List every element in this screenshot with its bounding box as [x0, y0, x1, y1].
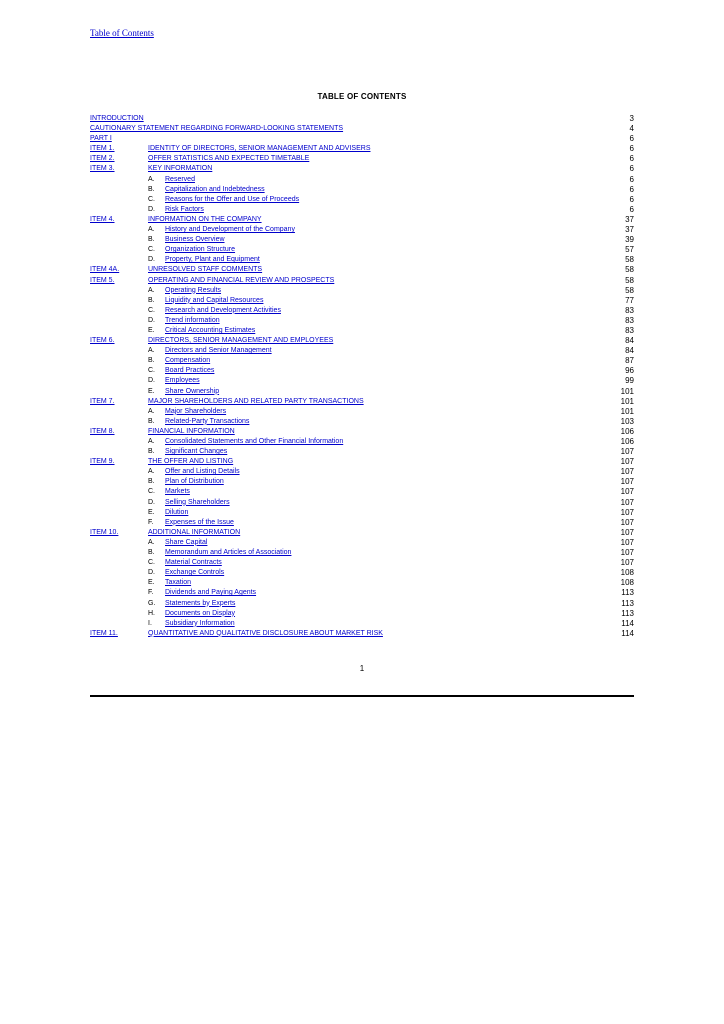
- toc-entry-page: 6: [629, 134, 634, 144]
- toc-entry-page: 96: [625, 366, 634, 376]
- toc-entry-page: 57: [625, 245, 634, 255]
- toc-entry-page: 58: [625, 285, 634, 295]
- toc-entry-page: 106: [620, 437, 634, 446]
- toc-entry: [90, 407, 634, 417]
- toc-entry-code: B.: [148, 357, 155, 365]
- toc-entry-link[interactable]: ADDITIONAL INFORMATION: [148, 528, 241, 536]
- toc-entry-page: 58: [625, 255, 634, 265]
- toc-entry-page: 107: [620, 457, 634, 467]
- toc-entry-code: C.: [148, 488, 155, 496]
- toc-entry-page: 83: [625, 325, 634, 335]
- toc-entry-link[interactable]: Research and Development Activities: [165, 306, 281, 314]
- toc-entry-code: D.: [148, 377, 155, 385]
- toc-entry-link[interactable]: Compensation: [165, 357, 211, 365]
- toc-entry: [90, 114, 634, 124]
- toc-entry-page: 114: [621, 618, 634, 628]
- toc-entry: [90, 306, 634, 316]
- toc-entry-code[interactable]: ITEM 5.: [90, 276, 115, 284]
- toc-entry-page: 107: [620, 558, 634, 568]
- toc-entry-page: 83: [625, 305, 634, 315]
- toc-entry-code: D.: [148, 316, 155, 324]
- toc-entry-link[interactable]: Reserved: [165, 175, 195, 183]
- toc-entry-page: 107: [620, 447, 634, 457]
- toc-entry-code[interactable]: ITEM 7.: [90, 397, 115, 405]
- toc-entry: [90, 316, 634, 326]
- toc-entry-link[interactable]: CAUTIONARY STATEMENT REGARDING FORWARD-LOOKING STATEMENTS: [90, 125, 344, 133]
- toc-entry-code: A.: [148, 347, 155, 355]
- toc-entry-link[interactable]: Dividends and Paying Agents: [165, 589, 257, 597]
- toc-entry-page: 114: [621, 628, 634, 638]
- toc-list: [90, 114, 634, 639]
- toc-entry: [90, 235, 634, 245]
- toc-entry-page: 107: [620, 497, 634, 507]
- toc-entry-page: 107: [620, 548, 634, 558]
- toc-entry-link[interactable]: Property, Plant and Equipment: [165, 256, 260, 264]
- toc-entry-page: 37: [625, 214, 634, 224]
- toc-entry-link[interactable]: Risk Factors: [165, 205, 204, 213]
- toc-entry-code: C.: [148, 367, 155, 375]
- toc-entry-code: I.: [148, 619, 152, 627]
- toc-entry-link[interactable]: OFFER STATISTICS AND EXPECTED TIMETABLE: [148, 155, 310, 163]
- toc-entry: [90, 477, 634, 487]
- toc-entry-link[interactable]: Markets: [165, 488, 190, 496]
- toc-entry: [90, 457, 634, 467]
- toc-entry-code: C.: [148, 246, 155, 254]
- toc-entry-page: 113: [621, 608, 634, 618]
- toc-entry: [90, 629, 634, 639]
- toc-entry-link[interactable]: Employees: [165, 377, 200, 385]
- toc-entry-code: A.: [148, 468, 155, 476]
- toc-entry-link[interactable]: INTRODUCTION: [90, 115, 144, 122]
- toc-entry-link[interactable]: Exchange Controls: [165, 569, 225, 577]
- toc-entry-link[interactable]: UNRESOLVED STAFF COMMENTS: [148, 266, 263, 274]
- toc-entry-page: 107: [620, 467, 634, 477]
- toc-entry-link[interactable]: Documents on Display: [165, 609, 236, 617]
- toc-entry-page: 6: [629, 184, 634, 194]
- toc-entry-page: 113: [621, 598, 634, 608]
- toc-entry: [90, 397, 634, 407]
- toc-entry-page: 6: [629, 204, 634, 214]
- toc-entry: [90, 346, 634, 356]
- toc-entry-code: A.: [148, 538, 155, 546]
- toc-entry: [90, 366, 634, 376]
- toc-entry-link[interactable]: Consolidated Statements and Other Financial Information: [165, 438, 344, 445]
- toc-entry-code[interactable]: ITEM 8.: [90, 427, 115, 435]
- toc-entry-link[interactable]: Subsidiary Information: [165, 619, 235, 627]
- toc-entry: [90, 326, 634, 336]
- toc-entry-page: 84: [625, 336, 634, 346]
- toc-entry: [90, 588, 634, 598]
- toc-entry: [90, 558, 634, 568]
- toc-entry-page: 107: [620, 477, 634, 487]
- toc-entry-link[interactable]: Offer and Listing Details: [165, 468, 240, 476]
- toc-entry-page: 6: [629, 174, 634, 184]
- toc-entry-link[interactable]: Material Contracts: [165, 559, 222, 567]
- toc-entry: [90, 437, 634, 447]
- toc-entry-code[interactable]: ITEM 9.: [90, 458, 115, 466]
- toc-entry: [90, 144, 634, 154]
- toc-entry: [90, 185, 634, 195]
- toc-entry-page: 83: [625, 315, 634, 325]
- toc-entry-code: H.: [148, 609, 155, 617]
- toc-entry-link[interactable]: Plan of Distribution: [165, 478, 224, 486]
- toc-entry: [90, 124, 634, 134]
- toc-entry: [90, 568, 634, 578]
- toc-entry-link[interactable]: IDENTITY OF DIRECTORS, SENIOR MANAGEMENT AND ADVISERS: [148, 145, 371, 153]
- toc-entry: [90, 447, 634, 457]
- toc-entry-code: B.: [148, 448, 155, 456]
- toc-entry: [90, 619, 634, 629]
- toc-entry: [90, 498, 634, 508]
- toc-entry: [90, 175, 634, 185]
- toc-entry-code: A.: [148, 438, 155, 445]
- toc-entry: [90, 296, 634, 306]
- toc-entry-page: 101: [620, 386, 634, 396]
- toc-entry: [90, 134, 634, 144]
- toc-entry-code: A.: [148, 226, 155, 234]
- toc-entry-code: C.: [148, 306, 155, 314]
- toc-entry-link[interactable]: Directors and Senior Management: [165, 347, 272, 355]
- toc-entry-page: 99: [625, 376, 634, 386]
- toc-entry-code: D.: [148, 256, 155, 264]
- toc-entry-page: 3: [629, 114, 634, 123]
- page-title: TABLE OF CONTENTS: [317, 92, 407, 101]
- toc-entry: [90, 548, 634, 558]
- toc-entry-code: A.: [148, 407, 155, 415]
- toc-entry: [90, 255, 634, 265]
- toc-entry-code[interactable]: ITEM 6.: [90, 337, 115, 345]
- toc-entry: [90, 276, 634, 286]
- toc-entry-link[interactable]: Board Practices: [165, 367, 215, 375]
- toc-entry-link[interactable]: INFORMATION ON THE COMPANY: [148, 215, 262, 223]
- toc-entry-link[interactable]: Taxation: [165, 579, 192, 587]
- toc-entry-page: 113: [621, 588, 634, 598]
- toc-entry-page: 4: [629, 124, 634, 134]
- toc-entry-page: 103: [620, 416, 634, 426]
- toc-entry-link[interactable]: MAJOR SHAREHOLDERS AND RELATED PARTY TRANSACTIONS: [148, 397, 364, 405]
- toc-entry-code[interactable]: ITEM 2.: [90, 155, 115, 163]
- page-divider: [90, 695, 634, 697]
- toc-entry-code[interactable]: ITEM 4.: [90, 215, 115, 223]
- toc-entry: [90, 205, 634, 215]
- toc-entry-page: 77: [625, 295, 634, 305]
- toc-entry-code: E.: [148, 326, 155, 334]
- toc-entry-code: E.: [148, 579, 155, 587]
- toc-entry: [90, 467, 634, 477]
- toc-entry-code: C.: [148, 559, 155, 567]
- toc-entry-code: B.: [148, 549, 155, 557]
- toc-entry-code: D.: [148, 205, 155, 213]
- toc-entry: [90, 609, 634, 619]
- toc-entry-page: 108: [620, 568, 634, 578]
- toc-entry-link[interactable]: Share Ownership: [165, 387, 220, 395]
- toc-entry-link[interactable]: Business Overview: [165, 236, 225, 244]
- toc-entry: [90, 427, 634, 437]
- toc-entry-link[interactable]: OPERATING AND FINANCIAL REVIEW AND PROSPECTS: [148, 276, 335, 284]
- toc-entry-code: D.: [148, 569, 155, 577]
- toc-entry-code: G.: [148, 599, 156, 607]
- toc-entry: [90, 245, 634, 255]
- toc-entry: [90, 528, 634, 538]
- toc-entry-page: 58: [625, 265, 634, 275]
- toc-entry-page: 107: [620, 517, 634, 527]
- toc-entry-page: 37: [625, 225, 634, 235]
- toc-entry-page: 107: [620, 527, 634, 537]
- toc-entry: [90, 487, 634, 497]
- toc-entry-code: E.: [148, 387, 155, 395]
- toc-entry-code: B.: [148, 417, 155, 425]
- toc-entry-code: A.: [148, 286, 155, 294]
- toc-entry-link[interactable]: Memorandum and Articles of Association: [165, 549, 292, 557]
- toc-entry-page: 87: [625, 356, 634, 366]
- toc-entry: [90, 599, 634, 609]
- toc-entry-page: 101: [620, 396, 634, 406]
- toc-entry-link[interactable]: THE OFFER AND LISTING: [148, 458, 234, 466]
- toc-entry-page: 106: [620, 426, 634, 436]
- toc-entry: [90, 578, 634, 588]
- toc-entry-page: 107: [620, 507, 634, 517]
- table-of-contents-link[interactable]: Table of Contents: [90, 28, 154, 38]
- toc-entry: [90, 387, 634, 397]
- toc-entry-page: 107: [620, 487, 634, 497]
- toc-entry: [90, 356, 634, 366]
- toc-entry-link[interactable]: Significant Changes: [165, 448, 228, 456]
- toc-entry-link[interactable]: KEY INFORMATION: [148, 165, 213, 173]
- toc-entry: [90, 195, 634, 205]
- toc-entry: [90, 286, 634, 296]
- toc-entry-link[interactable]: Critical Accounting Estimates: [165, 326, 256, 334]
- toc-entry-link[interactable]: Statements by Experts: [165, 599, 236, 607]
- toc-entry: [90, 518, 634, 528]
- toc-entry-link[interactable]: Major Shareholders: [165, 407, 227, 415]
- toc-entry-link[interactable]: History and Development of the Company: [165, 226, 295, 234]
- toc-entry-page: 39: [625, 235, 634, 245]
- toc-entry-code: F.: [148, 518, 154, 526]
- toc-entry-code: F.: [148, 589, 154, 597]
- toc-entry-page: 6: [629, 144, 634, 154]
- toc-entry-code: C.: [148, 195, 155, 203]
- toc-entry-page: 6: [629, 154, 634, 164]
- toc-entry-link[interactable]: Share Capital: [165, 538, 208, 546]
- toc-entry-page: 108: [620, 578, 634, 588]
- toc-entry-code: B.: [148, 296, 155, 304]
- toc-entry: [90, 376, 634, 386]
- toc-entry-page: 101: [620, 406, 634, 416]
- toc-entry-page: 58: [625, 275, 634, 285]
- toc-entry-link[interactable]: Capitalization and Indebtedness: [165, 185, 265, 193]
- toc-entry: [90, 164, 634, 174]
- toc-entry-code: B.: [148, 478, 155, 486]
- toc-entry-link[interactable]: FINANCIAL INFORMATION: [148, 427, 235, 435]
- toc-entry-link[interactable]: Related-Party Transactions: [165, 417, 250, 425]
- toc-entry-link[interactable]: Trend information: [165, 316, 220, 324]
- toc-entry-code[interactable]: ITEM 1.: [90, 145, 115, 153]
- toc-entry: [90, 336, 634, 346]
- toc-entry-page: 84: [625, 346, 634, 356]
- toc-entry-code[interactable]: ITEM 3.: [90, 165, 115, 173]
- toc-entry: [90, 417, 634, 427]
- toc-entry-code: D.: [148, 498, 155, 506]
- toc-entry: [90, 508, 634, 518]
- toc-entry-link[interactable]: DIRECTORS, SENIOR MANAGEMENT AND EMPLOYEES: [148, 337, 334, 345]
- toc-entry: [90, 225, 634, 235]
- toc-entry: [90, 538, 634, 548]
- toc-entry: [90, 265, 634, 275]
- toc-entry: [90, 215, 634, 225]
- toc-entry-link[interactable]: Reasons for the Offer and Use of Proceeds: [165, 195, 300, 203]
- toc-entry-code[interactable]: ITEM 10.: [90, 528, 119, 536]
- toc-entry-link[interactable]: QUANTITATIVE AND QUALITATIVE DISCLOSURE ABOUT MARKET RISK: [148, 629, 383, 637]
- toc-entry-link[interactable]: PART I: [90, 135, 112, 143]
- page-number: 1: [359, 664, 365, 673]
- toc-entry-code: B.: [148, 236, 155, 244]
- toc-entry-page: 6: [629, 164, 634, 174]
- toc-entry-code: E.: [148, 508, 155, 516]
- toc-entry-link[interactable]: Liquidity and Capital Resources: [165, 296, 264, 304]
- toc-entry-page: 6: [629, 194, 634, 204]
- toc-entry-code[interactable]: ITEM 11.: [90, 629, 118, 637]
- toc-entry-link[interactable]: Operating Results: [165, 286, 222, 294]
- toc-entry-page: 107: [620, 537, 634, 547]
- toc-entry-code: A.: [148, 175, 155, 183]
- toc-entry-link[interactable]: Dilution: [165, 508, 189, 516]
- toc-entry-link[interactable]: Organization Structure: [165, 246, 236, 254]
- toc-entry-code: B.: [148, 185, 155, 193]
- toc-entry-code[interactable]: ITEM 4A.: [90, 266, 120, 274]
- toc-entry: [90, 154, 634, 164]
- toc-entry-link[interactable]: Expenses of the Issue: [165, 518, 234, 526]
- toc-entry-link[interactable]: Selling Shareholders: [165, 498, 230, 506]
